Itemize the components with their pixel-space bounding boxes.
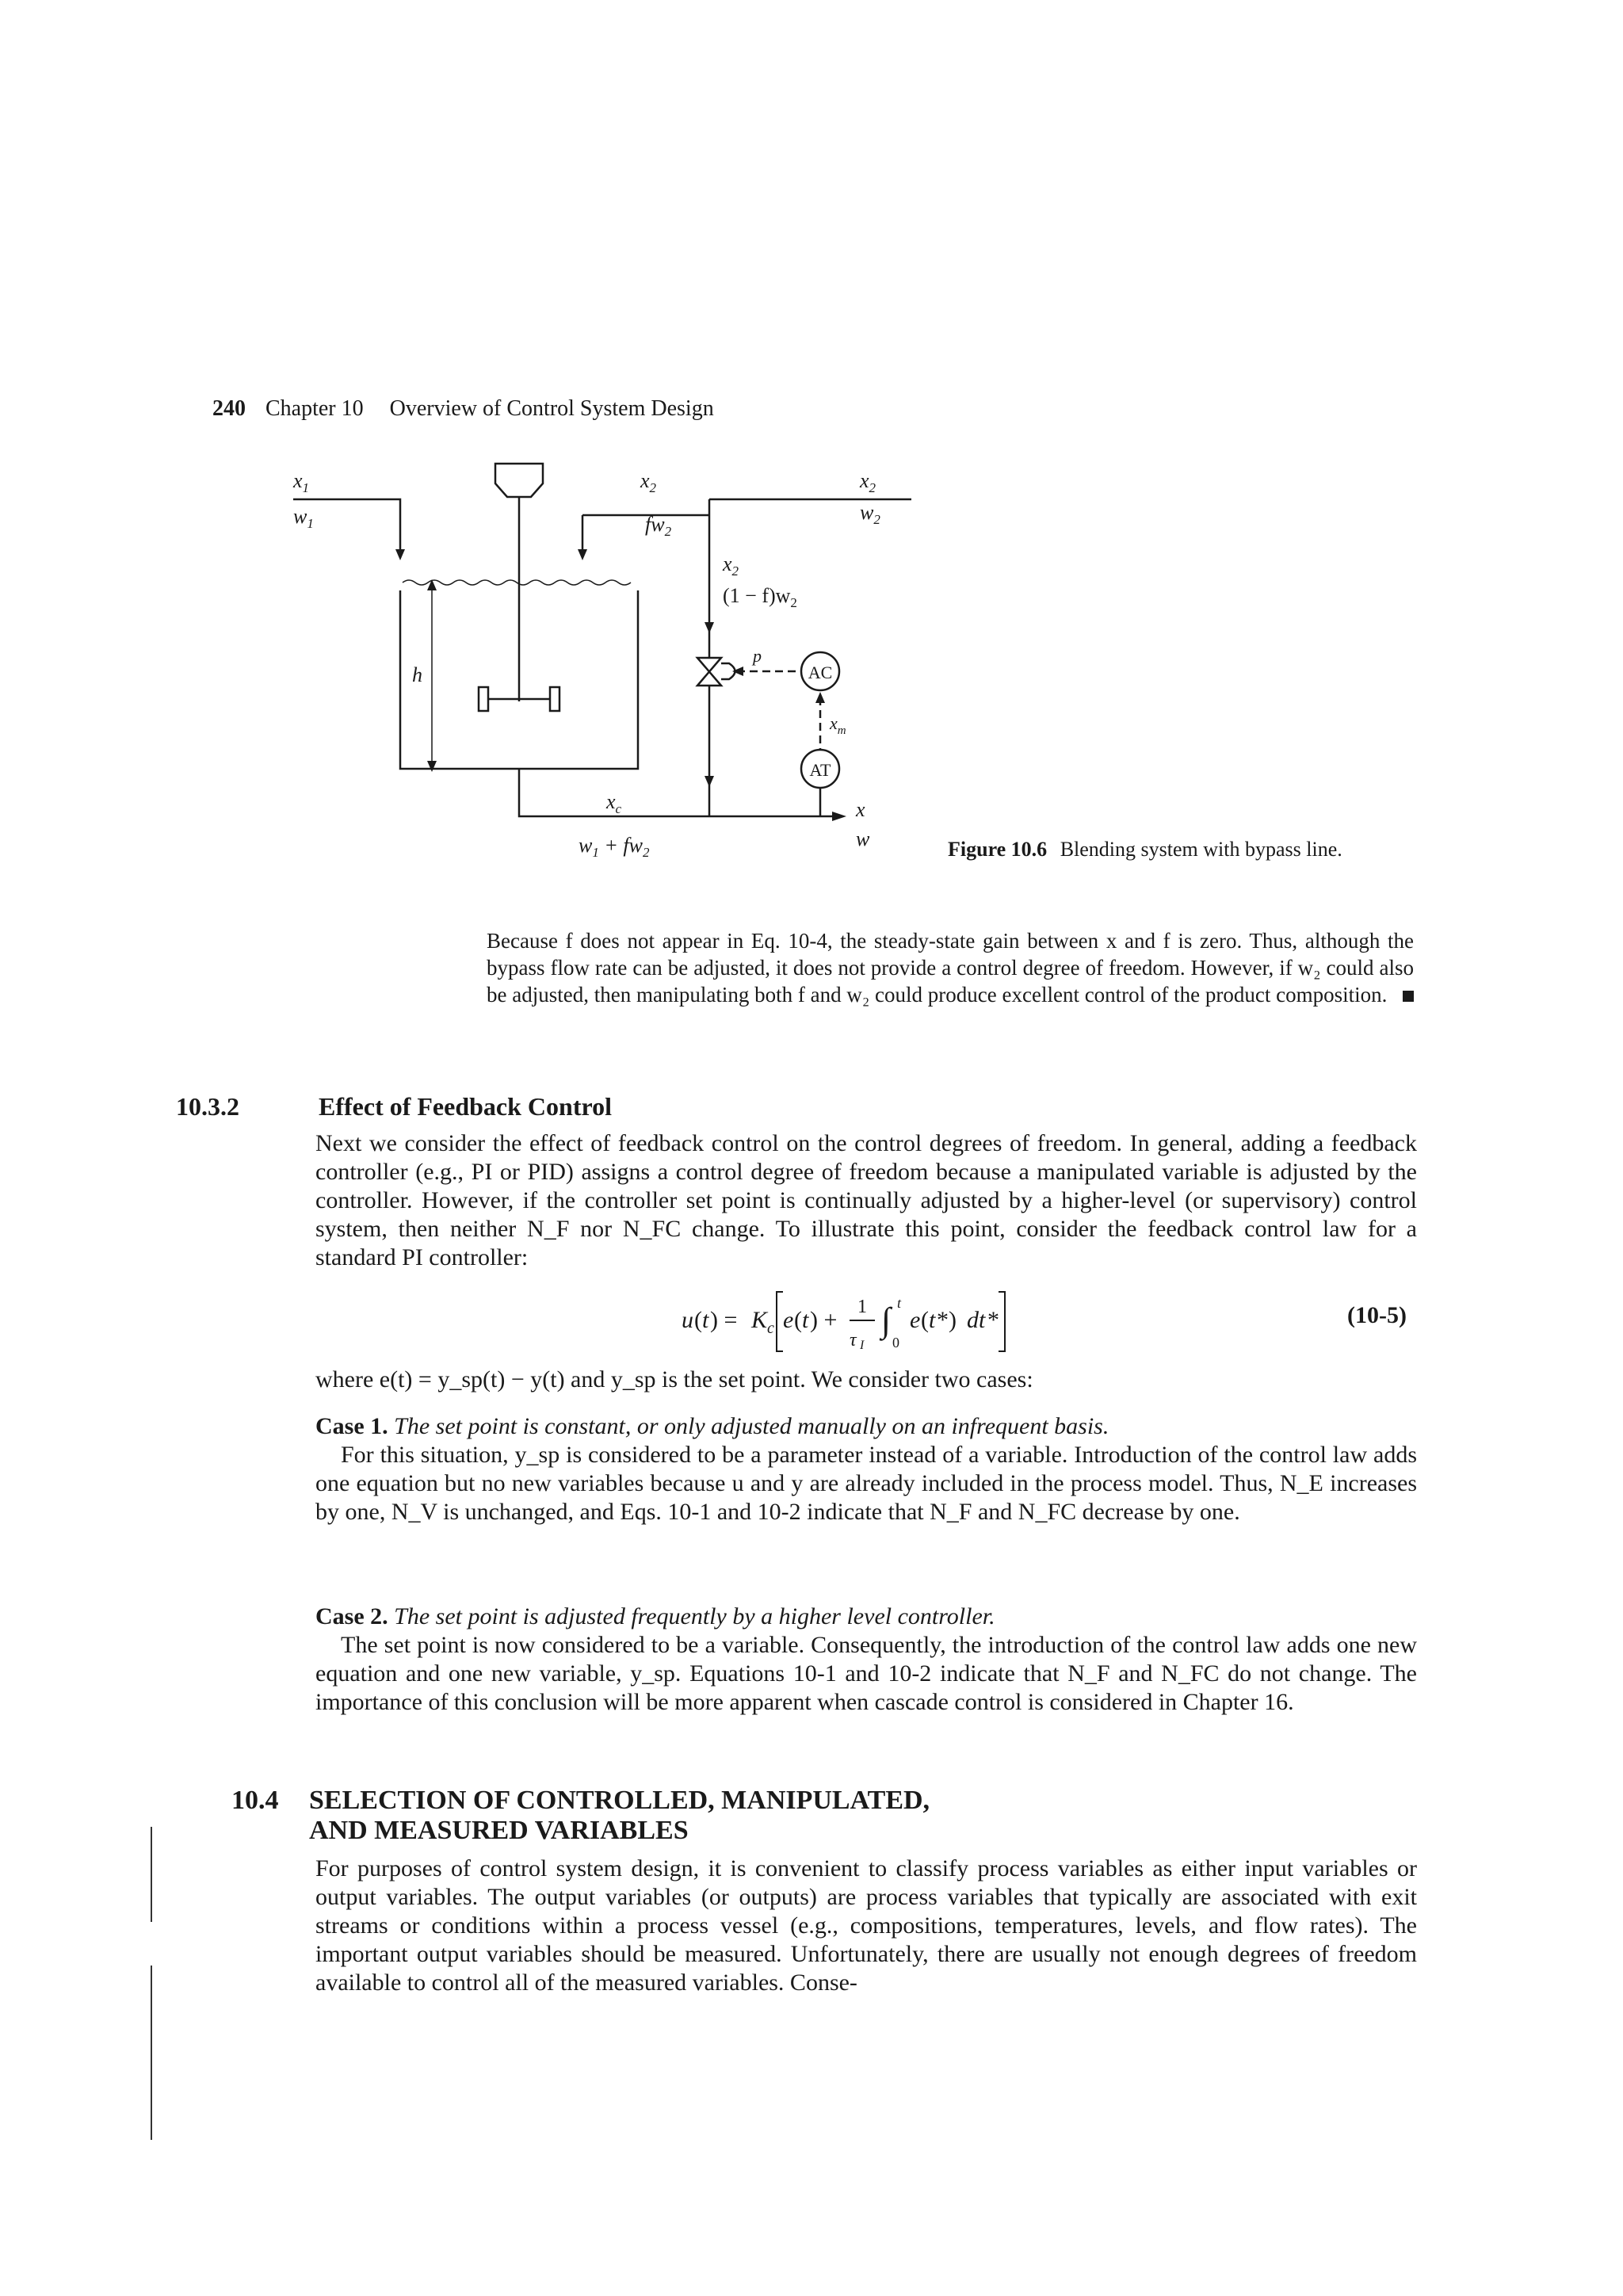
svg-text:1: 1: [857, 1297, 867, 1317]
svg-text:dt: dt: [967, 1307, 986, 1333]
case-1-label: Case 1.: [315, 1413, 388, 1439]
svg-text:e: e: [783, 1307, 794, 1333]
margin-line: [151, 1827, 152, 1922]
label-xc: $x_c$: [606, 790, 622, 816]
paragraph-bypass-text: Because f does not appear in Eq. 10-4, the steady-state gain between x and f is zero. Thus, although the bypass flow rate can be adjusted, it does not provide a control degree of freedom. However, if w₂ could also be adjusted, then manipulating both f and w₂ could produce excellent control of the product composition.: [487, 929, 1414, 1007]
label-x2-top: $x_2$: [640, 469, 657, 495]
label-at: AT: [809, 760, 831, 780]
label-x-out: x: [856, 798, 865, 821]
section-title-10-3-2: Effect of Feedback Control: [319, 1092, 612, 1121]
section-title-10-4-line2: AND MEASURED VARIABLES: [309, 1816, 689, 1845]
case-2-label: Case 2.: [315, 1603, 388, 1629]
section-number-10-3-2: 10.3.2: [176, 1092, 239, 1121]
label-x2-right: $x_2$: [860, 469, 876, 495]
svg-text:(: (: [794, 1307, 802, 1333]
label-w1: $w_1$: [293, 505, 314, 531]
paragraph-selection: For purposes of control system design, it is convenient to classify process variables as either input variables or output variables. The output variables (or outputs) are process variables that typically are associated with exit streams or conditions within a process vessel (e.g., compositions, temperatures, levels, and flow rates). The important output variables should be measured. Unfortunately, there are usually not enough degrees of freedom available to control all of the measured variables. Conse-: [315, 1855, 1417, 1996]
equation-10-5: [682, 1284, 1062, 1362]
figure-number: Figure 10.6: [948, 838, 1048, 861]
running-header: [212, 396, 714, 422]
case-2-heading: [315, 1603, 1417, 1631]
label-bypass-flow: $(1 - f)w_2$: [723, 584, 797, 610]
agitator-motor: [495, 464, 543, 497]
svg-text:I: I: [860, 1339, 865, 1352]
label-fw2: $fw_2$: [645, 513, 672, 539]
svg-text:e: e: [910, 1307, 921, 1333]
label-x2-bypass: $x_2$: [723, 552, 739, 579]
figure-caption-text: Blending system with bypass line.: [1060, 838, 1342, 861]
chapter-label: Chapter 10: [265, 396, 364, 421]
svg-text:) +: ) +: [810, 1307, 838, 1333]
case-1-title: The set point is constant, or only adjusted manually on an infrequent basis.: [394, 1413, 1109, 1439]
svg-text:0: 0: [892, 1335, 899, 1350]
svg-text:t: t: [897, 1295, 902, 1311]
label-ac: AC: [808, 663, 833, 682]
label-w2-right: $w_2$: [860, 501, 880, 527]
section-title-10-4: [309, 1786, 930, 1846]
label-x1: $x_1$: [293, 469, 310, 495]
svg-text:t: t: [702, 1307, 709, 1333]
label-h: h: [412, 663, 422, 686]
section-number-10-4: 10.4: [231, 1786, 279, 1815]
where-line: where e(t) = y_sp(t) − y(t) and y_sp is the set point. We consider two cases:: [315, 1366, 1033, 1392]
control-valve: [697, 658, 721, 686]
svg-text:(: (: [921, 1307, 929, 1333]
equation-number: (10-5): [1347, 1302, 1407, 1328]
svg-text:*: *: [987, 1307, 999, 1333]
paragraph-bypass: [487, 927, 1414, 1008]
svg-text:t: t: [929, 1307, 936, 1333]
case-2-title: The set point is adjusted frequently by a higher level controller.: [394, 1603, 995, 1629]
page-number: 240: [212, 396, 246, 421]
svg-text:∫: ∫: [881, 1301, 892, 1339]
svg-text:K: K: [751, 1307, 768, 1333]
liquid-surface: [403, 580, 631, 585]
case-1-heading: [315, 1412, 1417, 1441]
figure-caption: [948, 838, 1342, 861]
svg-text:τ: τ: [850, 1330, 857, 1350]
margin-line: [151, 1966, 152, 2140]
case-1-body: For this situation, y_sp is considered to be a parameter instead of a variable. Introduction of the control law adds one equation but no new variables because u and y are already included in the process model. Thus, N_E increases by one, N_V is unchanged, and Eqs. 10-1 and 10-2 indicate that N_F and N_FC decrease by one.: [315, 1442, 1417, 1525]
label-xm: $x_m$: [830, 713, 846, 737]
label-w-out: w: [856, 827, 870, 850]
chapter-title: Overview of Control System Design: [389, 396, 714, 421]
svg-text:) =: ) =: [710, 1307, 738, 1333]
svg-text:u: u: [682, 1307, 693, 1333]
section-title-10-4-line1: SELECTION OF CONTROLLED, MANIPULATED,: [309, 1786, 930, 1815]
end-of-example-mark: [1403, 991, 1414, 1002]
svg-text:t: t: [802, 1307, 809, 1333]
label-p: p: [753, 646, 762, 666]
label-outflow: $w_1 + fw_2$: [579, 834, 650, 860]
blending-system-diagram: [269, 456, 983, 868]
svg-text:*): *): [937, 1307, 957, 1333]
case-2-body: The set point is now considered to be a variable. Consequently, the introduction of the control law adds one new equation and one new variable, y_sp. Equations 10-1 and 10-2 indicate that N_F and N_FC do not change. The importance of this conclusion will be more apparent when cascade control is considered in Chapter 16.: [315, 1632, 1417, 1715]
paragraph-feedback: Next we consider the effect of feedback control on the control degrees of freedom. In general, adding a feedback controller (e.g., PI or PID) assigns a control degree of freedom because a manipulated variable is adjusted by the controller. However, if the controller set point is continually adjusted by a higher-level (or supervisory) control system, then neither N_F nor N_FC change. To illustrate this point, consider the feedback control law for a standard PI controller:: [315, 1130, 1417, 1270]
svg-text:(: (: [694, 1307, 702, 1333]
svg-text:c: c: [767, 1320, 774, 1337]
